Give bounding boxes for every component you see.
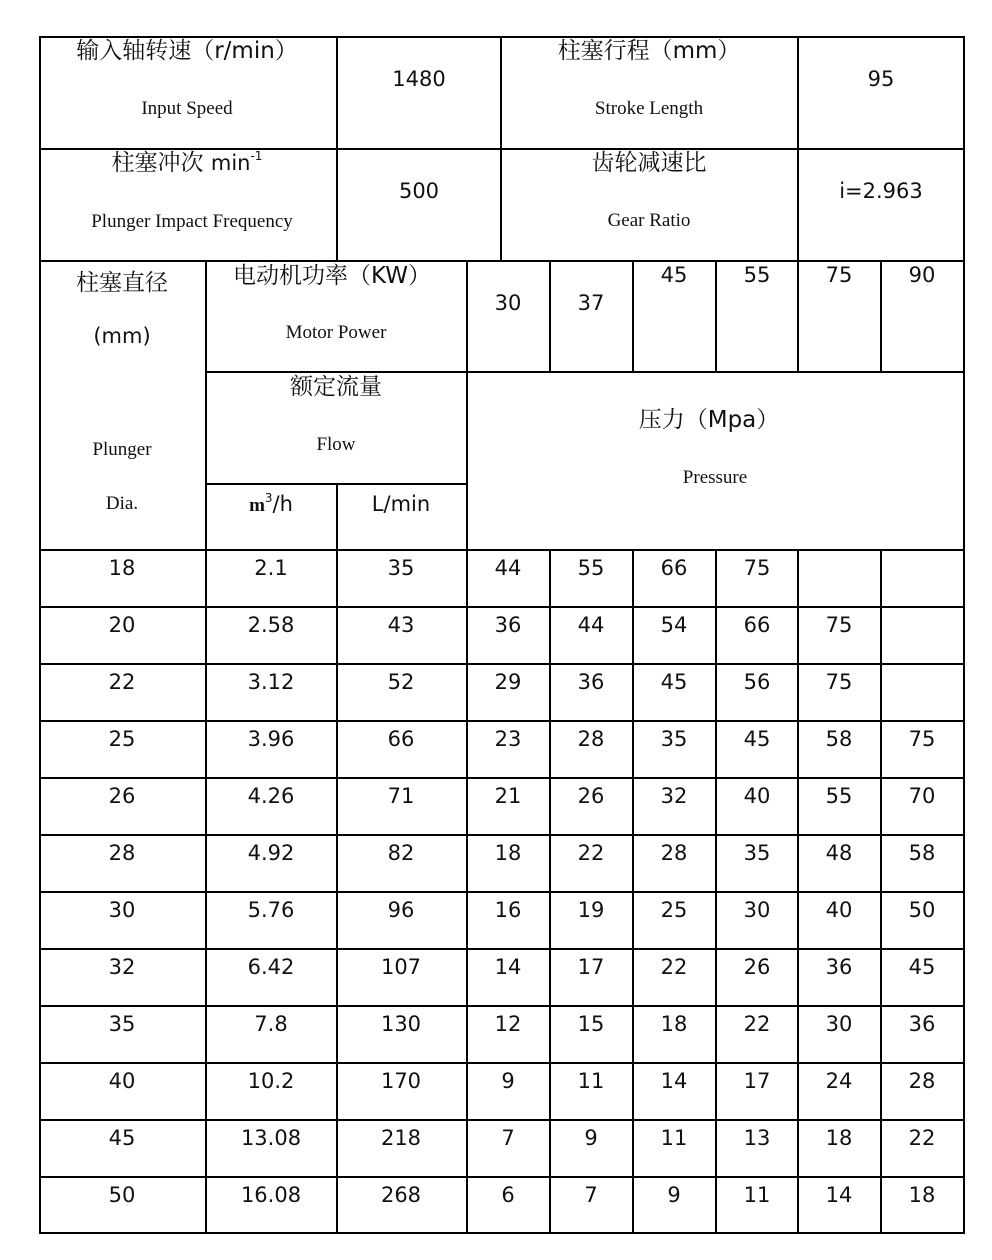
pressure-cell: 28 — [908, 1069, 936, 1093]
pressure-cell: 24 — [825, 1069, 853, 1093]
pressure-cell: 48 — [825, 841, 853, 865]
pressure-cell: 7 — [501, 1126, 515, 1150]
pressure-cell: 18 — [908, 1183, 936, 1207]
divider — [336, 36, 338, 262]
pressure-cell: 45 — [743, 727, 771, 751]
flow-unit-lmin: L/min — [371, 492, 431, 516]
flow-label-en: Flow — [316, 434, 356, 455]
flow-lmin-cell: 107 — [380, 955, 422, 979]
pressure-cell: 22 — [743, 1012, 771, 1036]
pressure-cell: 21 — [494, 784, 522, 808]
power-value: 45 — [660, 263, 688, 287]
flow-lmin-cell: 218 — [380, 1126, 422, 1150]
flow-unit-m3h-rest: /h — [272, 492, 293, 516]
pressure-cell: 22 — [908, 1126, 936, 1150]
pressure-cell: 16 — [494, 898, 522, 922]
divider — [39, 891, 965, 893]
pressure-cell: 17 — [577, 955, 605, 979]
pressure-cell: 18 — [494, 841, 522, 865]
divider — [39, 549, 965, 551]
flow-lmin-cell: 170 — [380, 1069, 422, 1093]
flow-m3h-cell: 2.1 — [254, 556, 288, 580]
pressure-cell: 75 — [743, 556, 771, 580]
impact-label — [111, 149, 263, 176]
pressure-cell: 14 — [825, 1183, 853, 1207]
pressure-cell: 28 — [577, 727, 605, 751]
power-value: 37 — [577, 291, 605, 315]
plunger-dia-cell: 40 — [108, 1069, 136, 1093]
pressure-cell: 18 — [825, 1126, 853, 1150]
plunger-dia-label-en: Plunger — [92, 439, 152, 460]
pressure-label: 压力（Mpa） — [638, 407, 780, 433]
pressure-cell: 19 — [577, 898, 605, 922]
divider — [549, 549, 551, 1234]
divider — [205, 371, 965, 373]
flow-lmin-cell: 268 — [380, 1183, 422, 1207]
divider — [39, 720, 965, 722]
pressure-cell: 11 — [743, 1183, 771, 1207]
divider — [205, 260, 207, 1234]
divider — [39, 1176, 965, 1178]
flow-unit-m3h-sup: 3 — [264, 491, 273, 505]
pressure-cell: 28 — [660, 841, 688, 865]
divider — [39, 777, 965, 779]
flow-m3h-cell: 5.76 — [247, 898, 295, 922]
pressure-cell: 45 — [660, 670, 688, 694]
pressure-cell: 66 — [743, 613, 771, 637]
flow-lmin-cell: 43 — [387, 613, 415, 637]
plunger-dia-cell: 18 — [108, 556, 136, 580]
divider — [880, 549, 882, 1234]
flow-unit-m3h — [249, 491, 293, 516]
plunger-dia-cell: 26 — [108, 784, 136, 808]
stroke-value: 95 — [867, 67, 895, 91]
plunger-dia-cell: 30 — [108, 898, 136, 922]
pressure-cell: 54 — [660, 613, 688, 637]
divider — [39, 1005, 965, 1007]
pressure-cell: 12 — [494, 1012, 522, 1036]
pressure-cell: 45 — [908, 955, 936, 979]
plunger-dia-cell: 28 — [108, 841, 136, 865]
pressure-cell: 75 — [908, 727, 936, 751]
plunger-dia-cell: 22 — [108, 670, 136, 694]
pressure-cell: 9 — [501, 1069, 515, 1093]
input-speed-label-en: Input Speed — [141, 98, 233, 119]
plunger-dia-label-en-2: Dia. — [105, 493, 139, 514]
flow-m3h-cell: 2.58 — [247, 613, 295, 637]
flow-label: 额定流量 — [290, 374, 382, 400]
pressure-cell: 22 — [660, 955, 688, 979]
flow-m3h-cell: 3.96 — [247, 727, 295, 751]
power-value: 55 — [743, 263, 771, 287]
flow-lmin-cell: 52 — [387, 670, 415, 694]
pressure-cell: 9 — [667, 1183, 681, 1207]
divider — [336, 483, 338, 1234]
divider — [797, 549, 799, 1234]
flow-lmin-cell: 82 — [387, 841, 415, 865]
pressure-cell: 11 — [660, 1126, 688, 1150]
pressure-cell: 40 — [743, 784, 771, 808]
pressure-cell: 55 — [577, 556, 605, 580]
stroke-label-en: Stroke Length — [594, 98, 704, 119]
divider — [797, 36, 799, 262]
pressure-cell: 15 — [577, 1012, 605, 1036]
pressure-cell: 11 — [577, 1069, 605, 1093]
flow-m3h-cell: 3.12 — [247, 670, 295, 694]
pressure-cell: 14 — [494, 955, 522, 979]
flow-lmin-cell: 130 — [380, 1012, 422, 1036]
flow-m3h-cell: 4.92 — [247, 841, 295, 865]
divider — [39, 606, 965, 608]
pressure-cell: 9 — [584, 1126, 598, 1150]
flow-m3h-cell: 6.42 — [247, 955, 295, 979]
divider — [39, 1119, 965, 1121]
pressure-cell: 32 — [660, 784, 688, 808]
pressure-cell: 14 — [660, 1069, 688, 1093]
motor-power-label-en: Motor Power — [285, 322, 387, 343]
flow-lmin-cell: 96 — [387, 898, 415, 922]
pressure-cell: 66 — [660, 556, 688, 580]
power-value: 75 — [825, 263, 853, 287]
flow-m3h-cell: 16.08 — [240, 1183, 302, 1207]
pressure-cell: 25 — [660, 898, 688, 922]
flow-m3h-cell: 4.26 — [247, 784, 295, 808]
plunger-dia-cell: 35 — [108, 1012, 136, 1036]
pressure-cell: 44 — [577, 613, 605, 637]
pressure-cell: 55 — [825, 784, 853, 808]
pressure-cell: 36 — [908, 1012, 936, 1036]
plunger-dia-cell: 45 — [108, 1126, 136, 1150]
plunger-dia-cell: 20 — [108, 613, 136, 637]
flow-m3h-cell: 7.8 — [254, 1012, 288, 1036]
pressure-cell: 35 — [660, 727, 688, 751]
pressure-cell: 36 — [494, 613, 522, 637]
pressure-cell: 22 — [577, 841, 605, 865]
divider — [549, 260, 551, 372]
divider — [466, 260, 468, 1234]
flow-m3h-cell: 10.2 — [247, 1069, 295, 1093]
pressure-cell: 44 — [494, 556, 522, 580]
pressure-cell: 7 — [584, 1183, 598, 1207]
pressure-cell: 75 — [825, 613, 853, 637]
motor-power-label: 电动机功率（KW） — [232, 263, 432, 289]
stroke-label: 柱塞行程（mm） — [557, 38, 741, 64]
divider — [632, 549, 634, 1234]
pressure-cell: 36 — [577, 670, 605, 694]
pressure-cell: 56 — [743, 670, 771, 694]
divider — [797, 260, 799, 372]
pressure-cell: 50 — [908, 898, 936, 922]
flow-lmin-cell: 66 — [387, 727, 415, 751]
flow-unit-m3h-base: m — [249, 495, 265, 516]
plunger-dia-label: 柱塞直径 — [76, 270, 168, 296]
pressure-cell: 23 — [494, 727, 522, 751]
divider — [715, 549, 717, 1234]
pressure-cell: 18 — [660, 1012, 688, 1036]
pressure-cell: 40 — [825, 898, 853, 922]
input-speed-label: 输入轴转速（r/min） — [76, 38, 298, 64]
plunger-dia-unit: (mm) — [93, 324, 151, 348]
pressure-cell: 58 — [825, 727, 853, 751]
pressure-cell: 30 — [743, 898, 771, 922]
divider — [39, 948, 965, 950]
pressure-cell: 30 — [825, 1012, 853, 1036]
pressure-cell: 75 — [825, 670, 853, 694]
impact-label-en: Plunger Impact Frequency — [91, 211, 293, 232]
divider — [39, 663, 965, 665]
pressure-cell: 58 — [908, 841, 936, 865]
flow-m3h-cell: 13.08 — [240, 1126, 302, 1150]
plunger-dia-cell: 50 — [108, 1183, 136, 1207]
power-value: 90 — [908, 263, 936, 287]
pressure-cell: 17 — [743, 1069, 771, 1093]
impact-unit-sup: -1 — [250, 149, 263, 163]
power-value: 30 — [494, 291, 522, 315]
gear-value: i=2.963 — [839, 179, 923, 203]
flow-lmin-cell: 71 — [387, 784, 415, 808]
pressure-cell: 70 — [908, 784, 936, 808]
divider — [39, 1062, 965, 1064]
pressure-cell: 29 — [494, 670, 522, 694]
divider — [500, 36, 502, 262]
pressure-cell: 26 — [577, 784, 605, 808]
impact-label-cn: 柱塞冲次 — [111, 150, 204, 176]
gear-label: 齿轮减速比 — [591, 150, 707, 176]
pressure-label-en: Pressure — [682, 467, 748, 488]
divider — [39, 834, 965, 836]
divider — [632, 260, 634, 372]
divider — [880, 260, 882, 372]
pressure-cell: 35 — [743, 841, 771, 865]
impact-unit: min — [210, 151, 251, 175]
flow-lmin-cell: 35 — [387, 556, 415, 580]
divider — [715, 260, 717, 372]
pressure-cell: 26 — [743, 955, 771, 979]
plunger-dia-cell: 32 — [108, 955, 136, 979]
gear-label-en: Gear Ratio — [607, 210, 691, 231]
impact-value: 500 — [398, 179, 440, 203]
input-speed-value: 1480 — [392, 67, 446, 91]
pressure-cell: 6 — [501, 1183, 515, 1207]
pressure-cell: 36 — [825, 955, 853, 979]
pressure-cell: 13 — [743, 1126, 771, 1150]
plunger-dia-cell: 25 — [108, 727, 136, 751]
